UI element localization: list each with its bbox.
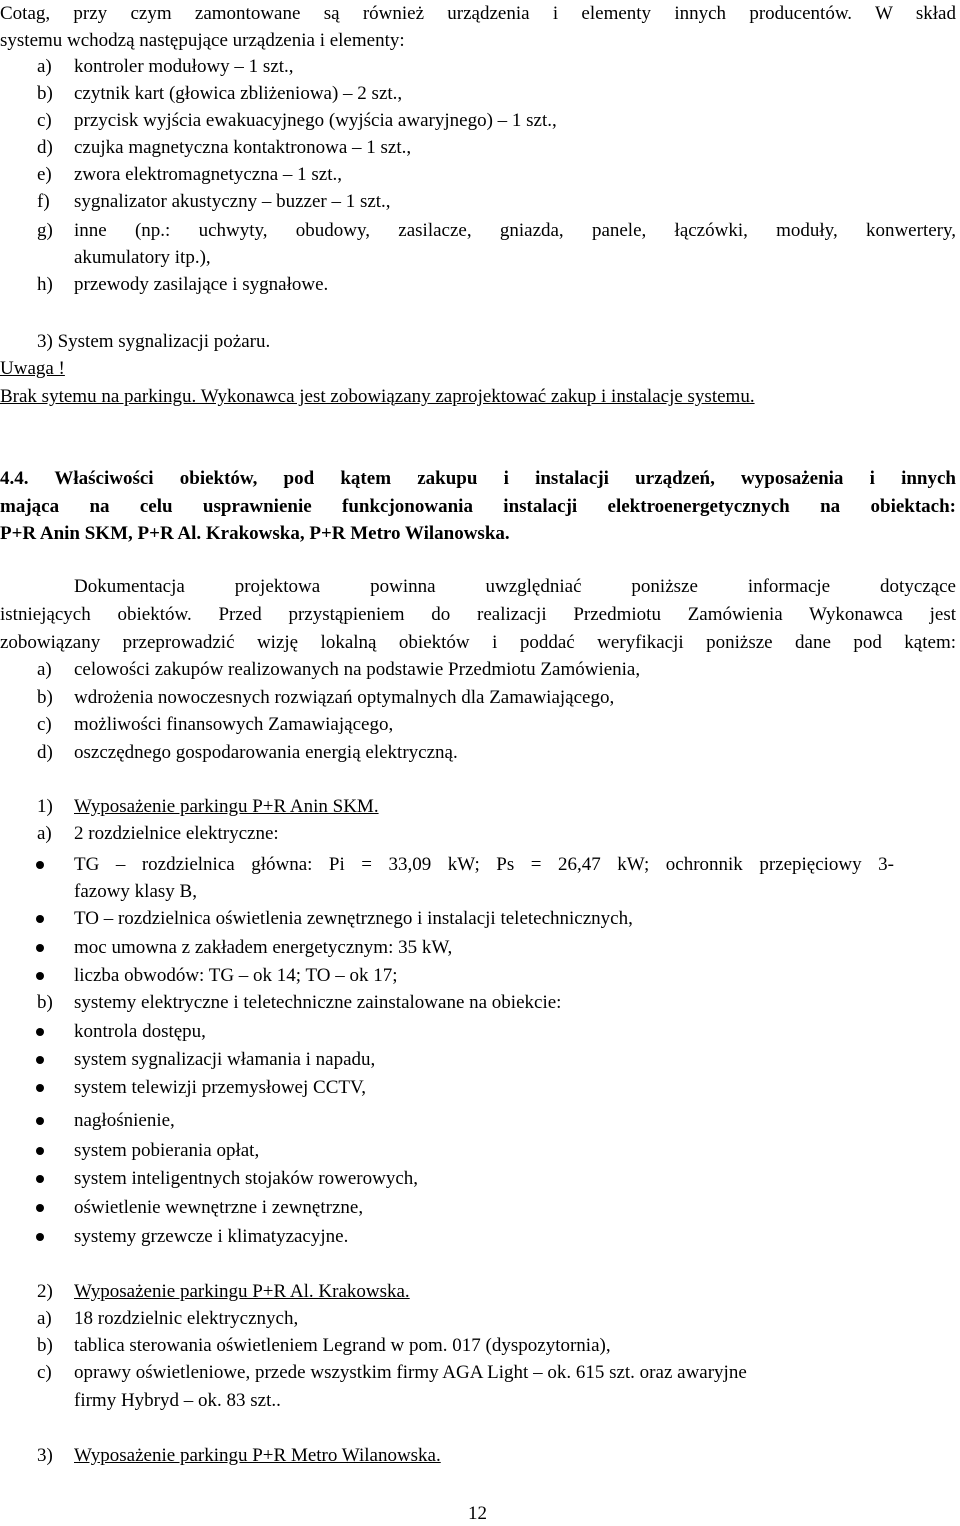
bullet-text: systemy grzewcze i klimatyzacyjne. — [74, 1226, 349, 1247]
bullet-continuation: fazowy klasy B, — [74, 881, 197, 902]
item-label: b) — [37, 992, 53, 1013]
intro-line-2: systemu wchodzą następujące urządzenia i elementy: — [0, 30, 405, 51]
item-label: a) — [37, 56, 52, 77]
bullet-text: system sygnalizacji włamania i napadu, — [74, 1049, 376, 1070]
item-label: a) — [37, 823, 52, 844]
item-label: c) — [37, 110, 52, 131]
item-label: c) — [37, 714, 52, 735]
para-line-1: Dokumentacja projektowa powinna uwzględniać poniższe informacje dotyczące — [74, 576, 956, 597]
item-label: a) — [37, 659, 52, 680]
bullet-text: liczba obwodów: TG – ok 14; TO – ok 17; — [74, 965, 398, 986]
item-text: przycisk wyjścia ewakuacyjnego (wyjścia awaryjnego) – 1 szt., — [74, 110, 557, 131]
bullet-text: moc umowna z zakładem energetycznym: 35 kW, — [74, 937, 453, 958]
item-text: czujka magnetyczna kontaktronowa – 1 szt., — [74, 137, 412, 158]
note-text: Brak sytemu na parkingu. Wykonawca jest zobowiązany zaprojektować zakup i instalacje systemu. — [0, 386, 755, 407]
item-text: sygnalizator akustyczny – buzzer – 1 szt., — [74, 191, 391, 212]
item-label: b) — [37, 83, 53, 104]
item-text: celowości zakupów realizowanych na podstawie Przedmiotu Zamówienia, — [74, 659, 641, 680]
section-title-line-2: mająca na celu usprawnienie funkcjonowania instalacji elektroenergetycznych na obiektach: — [0, 496, 956, 517]
bullet-text: oświetlenie wewnętrzne i zewnętrzne, — [74, 1197, 364, 1218]
item-text: wdrożenia nowoczesnych rozwiązań optymalnych dla Zamawiającego, — [74, 687, 615, 708]
item-label: a) — [37, 1308, 52, 1329]
bullet-text: TG – rozdzielnica główna: Pi = 33,09 kW; Ps = 26,47 kW; ochronnik przepięciowy 3- — [74, 854, 894, 875]
bullet-text: kontrola dostępu, — [74, 1021, 206, 1042]
item-text: tablica sterowania oświetleniem Legrand w pom. 017 (dyspozytornia), — [74, 1335, 611, 1356]
item-text: czytnik kart (głowica zbliżeniowa) – 2 szt., — [74, 83, 403, 104]
page-number: 12 — [468, 1503, 487, 1524]
item-label: d) — [37, 742, 53, 763]
intro-line-1: Cotag, przy czym zamontowane są również urządzenia i elementy innych producentów. W skład — [0, 3, 956, 24]
item-text: akumulatory itp.), — [74, 247, 211, 268]
heading-number: 3) — [37, 1445, 53, 1466]
bullet-text: nagłośnienie, — [74, 1110, 175, 1131]
wilanowska-heading: Wyposażenie parkingu P+R Metro Wilanowska. — [74, 1445, 441, 1466]
item-text: 18 rozdzielnic elektrycznych, — [74, 1308, 299, 1329]
item-text: firmy Hybryd – ok. 83 szt.. — [74, 1390, 281, 1411]
item-label: b) — [37, 1335, 53, 1356]
item-text: możliwości finansowych Zamawiającego, — [74, 714, 394, 735]
bullet-text: system pobierania opłat, — [74, 1140, 260, 1161]
heading-number: 2) — [37, 1281, 53, 1302]
item-label: b) — [37, 687, 53, 708]
item-text: oprawy oświetleniowe, przede wszystkim firmy AGA Light – ok. 615 szt. oraz awaryjne — [74, 1362, 747, 1383]
item-text: oszczędnego gospodarowania energią elektryczną. — [74, 742, 458, 763]
item-label: g) — [37, 220, 53, 241]
bullet-text: system inteligentnych stojaków rowerowych, — [74, 1168, 419, 1189]
fire-heading: 3) System sygnalizacji pożaru. — [37, 331, 271, 352]
item-text: przewody zasilające i sygnałowe. — [74, 274, 329, 295]
krakowska-heading: Wyposażenie parkingu P+R Al. Krakowska. — [74, 1281, 410, 1302]
item-text: 2 rozdzielnice elektryczne: — [74, 823, 279, 844]
bullet-text: TO – rozdzielnica oświetlenia zewnętrznego i instalacji teletechnicznych, — [74, 908, 633, 929]
item-text: kontroler modułowy – 1 szt., — [74, 56, 294, 77]
item-label: f) — [37, 191, 50, 212]
item-label: d) — [37, 137, 53, 158]
para-line-2: istniejących obiektów. Przed przystąpieniem do realizacji Przedmiotu Zamówienia Wykonawca jest — [0, 604, 956, 625]
anin-heading: Wyposażenie parkingu P+R Anin SKM. — [74, 796, 379, 817]
item-text: zwora elektromagnetyczna – 1 szt., — [74, 164, 342, 185]
item-label: e) — [37, 164, 52, 185]
note-title: Uwaga ! — [0, 358, 65, 379]
section-title-line-1: 4.4. Właściwości obiektów, pod kątem zakupu i instalacji urządzeń, wyposażenia i innych — [0, 468, 956, 489]
item-label: h) — [37, 274, 53, 295]
para-line-3: zobowiązany przeprowadzić wizję lokalną obiektów i poddać weryfikacji poniższe dane pod kątem: — [0, 632, 956, 653]
heading-number: 1) — [37, 796, 53, 817]
section-title-line-3: P+R Anin SKM, P+R Al. Krakowska, P+R Metro Wilanowska. — [0, 523, 510, 544]
item-text: inne (np.: uchwyty, obudowy, zasilacze, gniazda, panele, łączówki, moduły, konwertery, — [74, 220, 956, 241]
item-label: c) — [37, 1362, 52, 1383]
item-text: systemy elektryczne i teletechniczne zainstalowane na obiekcie: — [74, 992, 562, 1013]
bullet-text: system telewizji przemysłowej CCTV, — [74, 1077, 366, 1098]
